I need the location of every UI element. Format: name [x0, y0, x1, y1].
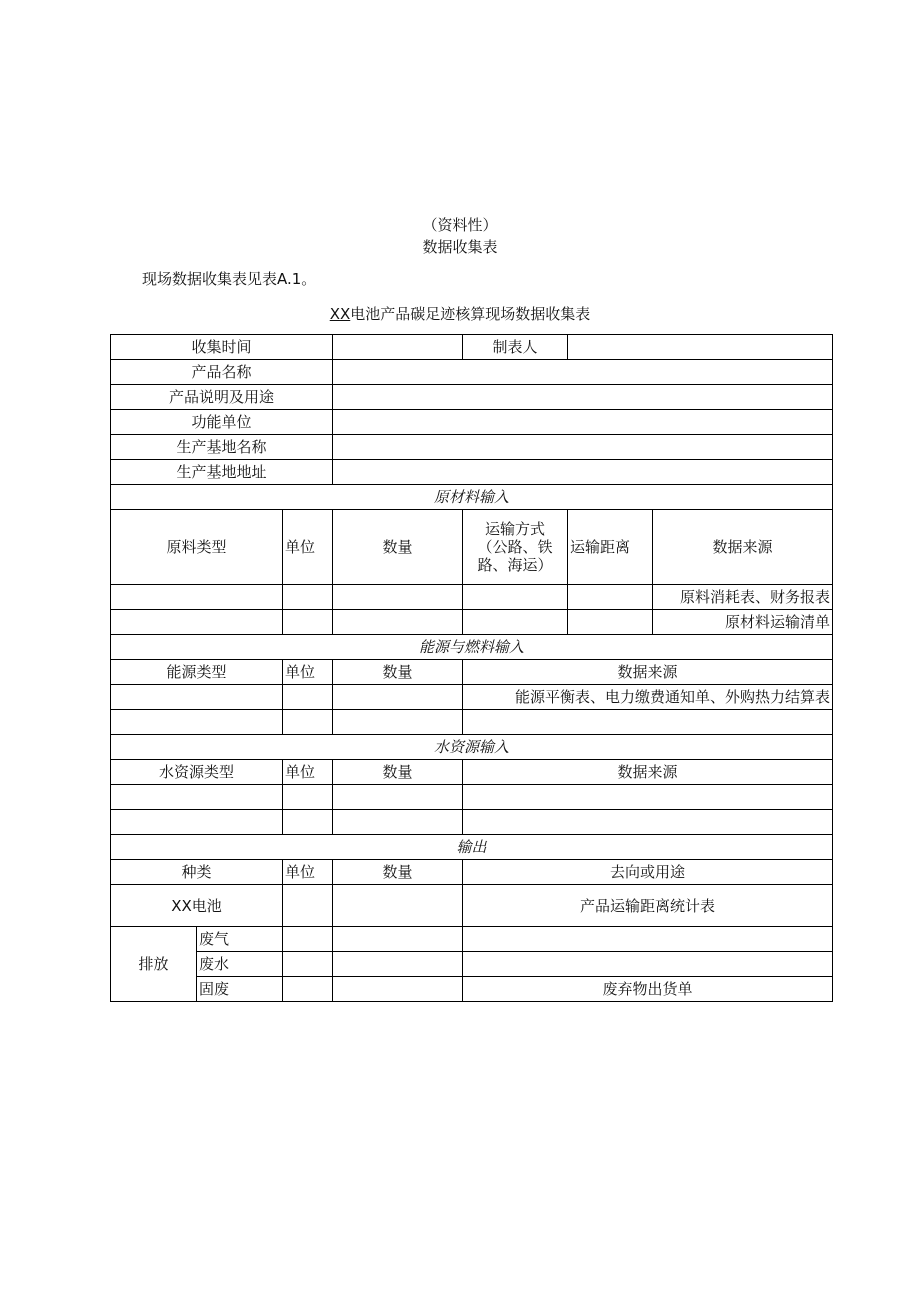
output-product-kind: XX电池 — [111, 885, 283, 927]
functional-unit-value[interactable] — [333, 410, 833, 435]
table-row — [111, 385, 833, 410]
caption-rest: 电池产品碳足迹核算现场数据收集表 — [350, 305, 591, 323]
raw-data-source-cell: 原材料运输清单 — [653, 610, 833, 635]
output-product-destination: 产品运输距离统计表 — [463, 885, 833, 927]
water-data-source-cell[interactable] — [463, 810, 833, 835]
raw-transport-mode-cell[interactable] — [463, 610, 568, 635]
emission-quantity-cell[interactable] — [333, 977, 463, 1002]
energy-data-source-cell[interactable] — [463, 710, 833, 735]
annex-title: 数据收集表 — [422, 238, 498, 256]
water-quantity-cell[interactable] — [333, 785, 463, 810]
energy-unit-cell[interactable] — [283, 710, 333, 735]
output-unit-header: 单位 — [283, 860, 333, 885]
energy-quantity-cell[interactable] — [333, 710, 463, 735]
energy-type-header: 能源类型 — [111, 660, 283, 685]
section-title-raw-material: 原材料输入 — [111, 485, 833, 510]
emission-unit-cell[interactable] — [283, 927, 333, 952]
section-title-energy: 能源与燃料输入 — [111, 635, 833, 660]
table-row — [111, 410, 833, 435]
table-row — [111, 685, 833, 710]
energy-unit-cell[interactable] — [283, 685, 333, 710]
raw-transport-mode-cell[interactable] — [463, 585, 568, 610]
output-destination-header: 去向或用途 — [463, 860, 833, 885]
table-row — [111, 977, 833, 1002]
water-unit-header: 单位 — [283, 760, 333, 785]
raw-data-source-cell: 原料消耗表、财务报表 — [653, 585, 833, 610]
water-unit-cell[interactable] — [283, 810, 333, 835]
product-name-label: 产品名称 — [111, 360, 333, 385]
table-row — [111, 585, 833, 610]
water-type-header: 水资源类型 — [111, 760, 283, 785]
table-header-row — [111, 510, 833, 585]
functional-unit-label: 功能单位 — [111, 410, 333, 435]
raw-quantity-header: 数量 — [333, 510, 463, 585]
raw-unit-cell[interactable] — [283, 610, 333, 635]
emission-label: 排放 — [111, 927, 197, 1002]
intro-text: 现场数据收集表见表A.1。 — [142, 270, 317, 288]
table-row — [111, 952, 833, 977]
site-name-value[interactable] — [333, 435, 833, 460]
energy-quantity-header: 数量 — [333, 660, 463, 685]
raw-transport-distance-cell[interactable] — [568, 585, 653, 610]
energy-data-source-cell: 能源平衡表、电力缴费通知单、外购热力结算表 — [463, 685, 833, 710]
water-quantity-cell[interactable] — [333, 810, 463, 835]
preparer-value[interactable] — [568, 335, 833, 360]
emission-destination-cell[interactable] — [463, 927, 833, 952]
energy-type-cell[interactable] — [111, 710, 283, 735]
table-row — [111, 460, 833, 485]
emission-destination-cell: 废弃物出货单 — [463, 977, 833, 1002]
raw-quantity-cell[interactable] — [333, 610, 463, 635]
water-unit-cell[interactable] — [283, 785, 333, 810]
table-row — [111, 610, 833, 635]
raw-type-cell[interactable] — [111, 610, 283, 635]
raw-quantity-cell[interactable] — [333, 585, 463, 610]
output-product-quantity[interactable] — [333, 885, 463, 927]
table-row — [111, 360, 833, 385]
raw-unit-cell[interactable] — [283, 585, 333, 610]
raw-transport-mode-header: 运输方式（公路、铁路、海运） — [463, 510, 568, 585]
table-row — [111, 810, 833, 835]
emission-destination-cell[interactable] — [463, 952, 833, 977]
table-row — [111, 710, 833, 735]
product-desc-label: 产品说明及用途 — [111, 385, 333, 410]
table-row — [111, 927, 833, 952]
table-header-row — [111, 860, 833, 885]
collect-time-label: 收集时间 — [111, 335, 333, 360]
emission-unit-cell[interactable] — [283, 952, 333, 977]
output-kind-header: 种类 — [111, 860, 283, 885]
caption-prefix: XX — [329, 305, 351, 323]
collect-time-value[interactable] — [333, 335, 463, 360]
energy-quantity-cell[interactable] — [333, 685, 463, 710]
data-collection-table — [110, 334, 833, 1002]
emission-quantity-cell[interactable] — [333, 927, 463, 952]
table-header-row — [111, 760, 833, 785]
product-desc-value[interactable] — [333, 385, 833, 410]
raw-data-source-header: 数据来源 — [653, 510, 833, 585]
table-header-row — [111, 660, 833, 685]
section-row — [111, 735, 833, 760]
raw-type-header: 原料类型 — [111, 510, 283, 585]
section-row — [111, 835, 833, 860]
output-quantity-header: 数量 — [333, 860, 463, 885]
raw-unit-header: 单位 — [283, 510, 333, 585]
raw-transport-distance-cell[interactable] — [568, 610, 653, 635]
site-address-label: 生产基地地址 — [111, 460, 333, 485]
table-row — [111, 435, 833, 460]
emission-name: 废气 — [197, 927, 283, 952]
table-row — [111, 885, 833, 927]
section-title-output: 输出 — [111, 835, 833, 860]
product-name-value[interactable] — [333, 360, 833, 385]
energy-type-cell[interactable] — [111, 685, 283, 710]
section-title-water: 水资源输入 — [111, 735, 833, 760]
preparer-label: 制表人 — [463, 335, 568, 360]
water-type-cell[interactable] — [111, 785, 283, 810]
section-row — [111, 635, 833, 660]
water-quantity-header: 数量 — [333, 760, 463, 785]
emission-name: 废水 — [197, 952, 283, 977]
energy-data-source-header: 数据来源 — [463, 660, 833, 685]
section-row — [111, 485, 833, 510]
water-data-source-header: 数据来源 — [463, 760, 833, 785]
emission-unit-cell[interactable] — [283, 977, 333, 1002]
site-name-label: 生产基地名称 — [111, 435, 333, 460]
emission-quantity-cell[interactable] — [333, 952, 463, 977]
table-caption — [0, 303, 920, 324]
output-product-unit[interactable] — [283, 885, 333, 927]
water-type-cell[interactable] — [111, 810, 283, 835]
table-row — [111, 335, 833, 360]
raw-transport-distance-header: 运输距离 — [568, 510, 653, 585]
emission-name: 固废 — [197, 977, 283, 1002]
annex-note: （资料性） — [422, 216, 498, 234]
raw-type-cell[interactable] — [111, 585, 283, 610]
energy-unit-header: 单位 — [283, 660, 333, 685]
water-data-source-cell[interactable] — [463, 785, 833, 810]
site-address-value[interactable] — [333, 460, 833, 485]
table-row — [111, 785, 833, 810]
